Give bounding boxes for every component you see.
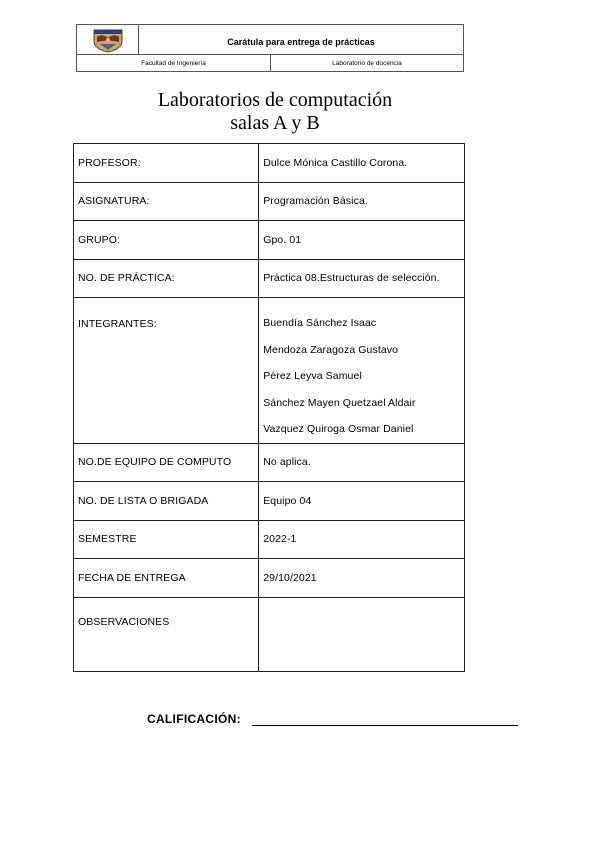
fecha-entrega-label: FECHA DE ENTREGA bbox=[74, 559, 259, 598]
asignatura-label: ASIGNATURA: bbox=[74, 182, 259, 221]
semestre-value: 2022-1 bbox=[259, 520, 465, 559]
equipo-computo-value: No aplica. bbox=[259, 443, 465, 482]
profesor-value: Dulce Mónica Castillo Corona. bbox=[259, 144, 465, 183]
observaciones-label: OBSERVACIONES bbox=[74, 597, 259, 671]
table-row-equipo-computo bbox=[74, 443, 465, 482]
calificacion-label: CALIFICACIÓN: bbox=[147, 712, 241, 726]
table-row-asignatura bbox=[74, 182, 465, 221]
list-item: Sánchez Mayen Quetzael Aldair bbox=[263, 396, 416, 409]
table-row-integrantes bbox=[74, 298, 465, 444]
practica-value: Práctica 08.Estructuras de selección. bbox=[259, 259, 465, 298]
integrantes-list bbox=[259, 298, 465, 444]
grupo-value: Gpo. 01 bbox=[259, 221, 465, 260]
practica-label: NO. DE PRÁCTICA: bbox=[74, 259, 259, 298]
fecha-entrega-value: 29/10/2021 bbox=[259, 559, 465, 598]
lista-brigada-label: NO. DE LISTA O BRIGADA bbox=[74, 482, 259, 521]
observaciones-value[interactable] bbox=[259, 597, 465, 671]
table-row-observaciones bbox=[74, 597, 465, 671]
unam-shield-logo-icon bbox=[91, 27, 125, 53]
header-box bbox=[76, 24, 464, 72]
table-row-profesor bbox=[74, 144, 465, 183]
table-row-fecha-entrega bbox=[74, 559, 465, 598]
equipo-computo-label: NO.DE EQUIPO DE COMPUTO bbox=[74, 443, 259, 482]
lista-brigada-value: Equipo 04 bbox=[259, 482, 465, 521]
header-title: Carátula para entrega de prácticas bbox=[139, 25, 463, 55]
cover-form-table bbox=[73, 143, 465, 672]
table-row-practica bbox=[74, 259, 465, 298]
list-item: Mendoza Zaragoza Gustavo bbox=[263, 343, 399, 356]
page-title-line2: salas A y B bbox=[230, 112, 320, 134]
table-row-semestre bbox=[74, 520, 465, 559]
faculty-label: Facultad de Ingeniería bbox=[77, 55, 271, 71]
list-item: Buendía Sánchez Isaac bbox=[263, 317, 377, 329]
integrantes-label: INTEGRANTES: bbox=[74, 298, 259, 444]
table-row-lista-brigada bbox=[74, 482, 465, 521]
asignatura-value: Programación Básica. bbox=[259, 182, 465, 221]
table-row-grupo bbox=[74, 221, 465, 260]
list-item: Pérez Leyva Samuel bbox=[263, 370, 362, 382]
lab-label: Laboratorio de docencia bbox=[332, 59, 402, 67]
semestre-label: SEMESTRE bbox=[74, 520, 259, 559]
profesor-label: PROFESOR: bbox=[74, 144, 259, 183]
list-item: Vazquez Quiroga Osmar Daniel bbox=[263, 423, 414, 435]
calificacion-blank-line[interactable] bbox=[252, 725, 518, 726]
page-title-line1: Laboratorios de computación bbox=[157, 89, 393, 111]
grupo-label: GRUPO: bbox=[74, 221, 259, 260]
logo-cell bbox=[77, 25, 139, 55]
